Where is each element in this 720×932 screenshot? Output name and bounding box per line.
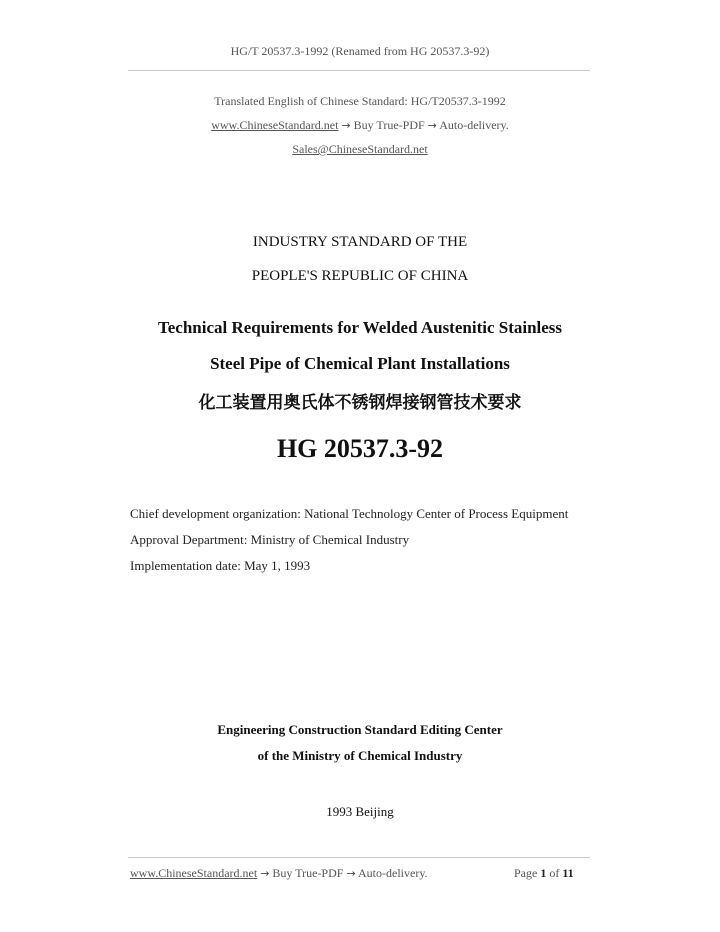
- footer-buy-text: Buy True-PDF: [272, 866, 344, 880]
- publisher-line1: Engineering Construction Standard Editing Center: [217, 722, 503, 737]
- issuing-body-line2: PEOPLE'S REPUBLIC OF CHINA: [251, 268, 469, 284]
- standard-code: HG 20537.3-92: [276, 434, 444, 463]
- implementation-date: Implementation date: May 1, 1993: [130, 558, 311, 573]
- issuing-body-line1: INDUSTRY STANDARD OF THE: [252, 234, 468, 250]
- arrow-right-icon: →: [427, 119, 437, 132]
- approval-department: Approval Department: Ministry of Chemical Industry: [130, 532, 410, 547]
- arrow-right-icon: →: [260, 867, 270, 880]
- delivery-text: Auto-delivery.: [439, 118, 509, 132]
- email-link[interactable]: Sales@ChineseStandard.net: [292, 142, 428, 156]
- page-number: [514, 866, 574, 881]
- footer-site-link[interactable]: www.ChineseStandard.net: [130, 866, 258, 880]
- running-header: HG/T 20537.3-1992 (Renamed from HG 20537.3-92): [230, 44, 490, 58]
- title-english-line1: Technical Requirements for Welded Austenitic Stainless: [157, 318, 563, 337]
- current-page: 1: [540, 866, 547, 880]
- translation-notice: Translated English of Chinese Standard: HG/T20537.3-1992: [214, 94, 506, 108]
- footer-divider: [128, 857, 590, 858]
- chief-organization: Chief development organization: National Technology Center of Process Equipment: [130, 506, 569, 521]
- site-link[interactable]: www.ChineseStandard.net: [211, 118, 339, 132]
- email-line: [0, 142, 720, 157]
- publisher-line2: of the Ministry of Chemical Industry: [257, 748, 463, 763]
- arrow-right-icon: →: [346, 867, 356, 880]
- publication-place: 1993 Beijing: [326, 804, 394, 819]
- arrow-right-icon: →: [341, 119, 351, 132]
- title-english-line2: Steel Pipe of Chemical Plant Installations: [210, 354, 510, 373]
- total-pages: 11: [562, 866, 574, 880]
- footer-purchase-line: [130, 866, 428, 881]
- header-divider: [128, 70, 590, 71]
- buy-text: Buy True-PDF: [353, 118, 425, 132]
- page-label: Page: [514, 866, 538, 880]
- title-chinese: 化工装置用奥氏体不锈钢焊接钢管技术要求: [198, 393, 522, 413]
- footer-delivery-text: Auto-delivery.: [358, 866, 428, 880]
- purchase-line: [0, 118, 720, 133]
- of-label: of: [549, 866, 560, 880]
